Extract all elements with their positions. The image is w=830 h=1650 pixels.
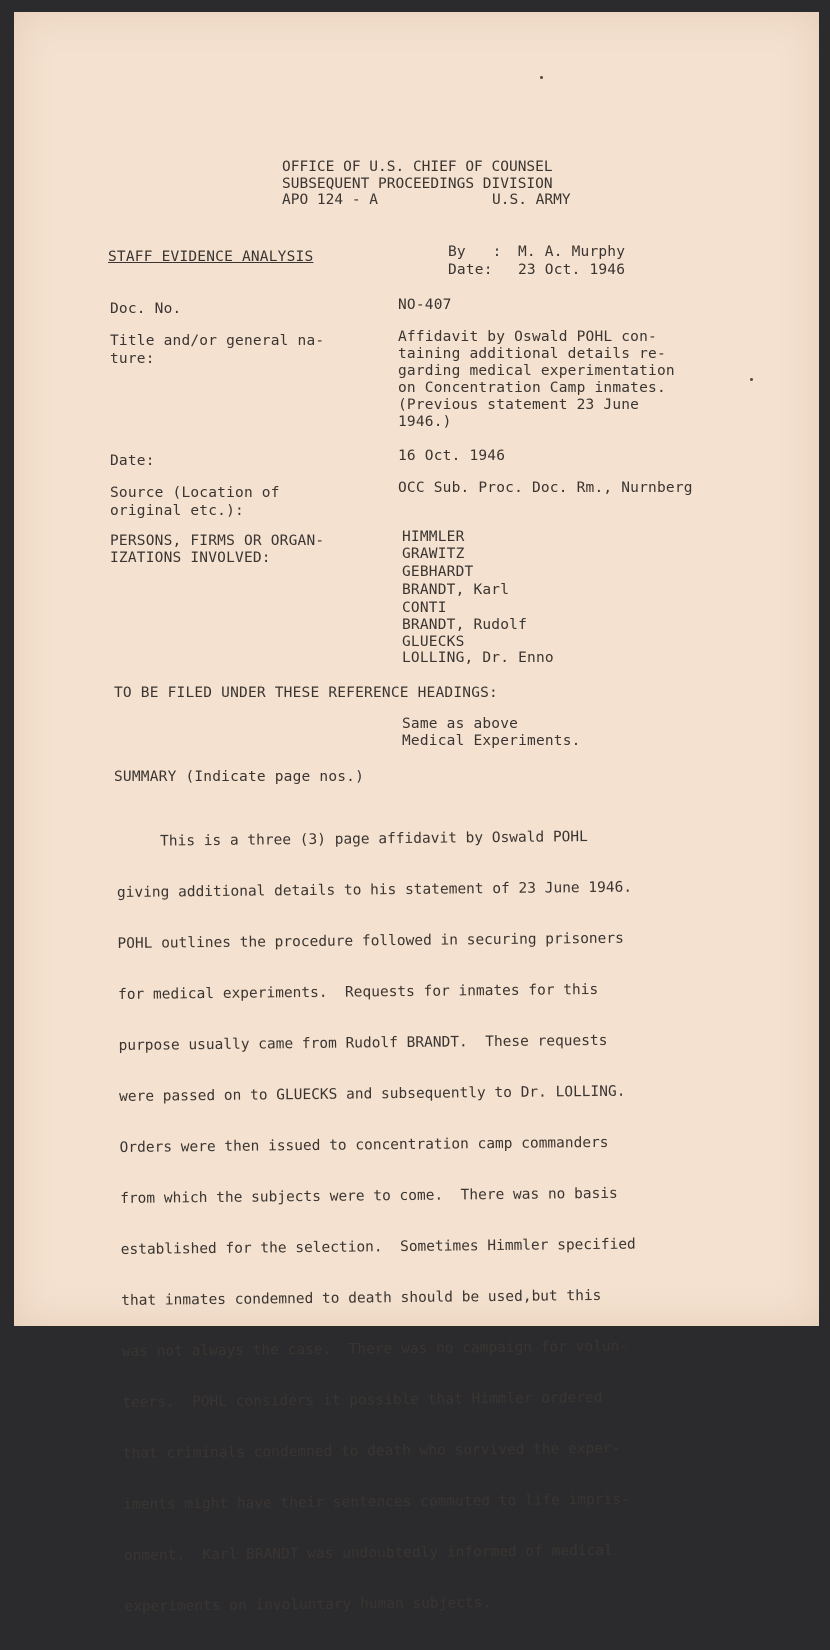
doc-no-value: NO-407 (398, 297, 452, 313)
summary-body (116, 794, 735, 1650)
filing-heading-2: Medical Experiments. (402, 733, 581, 749)
persons-label-2: IZATIONS INVOLVED: (110, 550, 271, 566)
summary-line: was not always the case. There was no campaign for volun- (121, 1338, 629, 1360)
document-page (14, 12, 819, 1615)
date-value: 16 Oct. 1946 (398, 448, 506, 464)
summary-line: experiments on involuntary human subjects. (124, 1595, 492, 1615)
header-line-3-left: APO 124 - A (282, 192, 379, 208)
paper-speck (750, 378, 753, 381)
person-entry: LOLLING, Dr. Enno (402, 650, 554, 666)
title-label-2: ture: (110, 351, 155, 367)
summary-line: from which the subjects were to come. There was no basis (120, 1185, 618, 1207)
filing-heading-1: Same as above (402, 716, 519, 732)
analysis-date-label: Date: (448, 262, 493, 278)
title-value-3: garding medical experimentation (398, 363, 675, 379)
summary-line: onment. Karl BRANDT was undoubtedly informed of medical (123, 1542, 613, 1564)
summary-line: for medical experiments. Requests for inmates for this (117, 981, 599, 1003)
summary-line: established for the selection. Sometimes Himmler specified (120, 1236, 636, 1258)
title-value-6: 1946.) (398, 414, 452, 430)
header-line-2: SUBSEQUENT PROCEEDINGS DIVISION (282, 176, 553, 192)
summary-line: POHL outlines the procedure followed in securing prisoners (117, 930, 624, 952)
summary-line: This is a three (3) page affidavit by Oswald POHL (116, 829, 588, 850)
summary-line: iments might have their sentences commuted to life impris- (123, 1491, 630, 1513)
analysis-date-value: 23 Oct. 1946 (518, 262, 626, 278)
title-value-5: (Previous statement 23 June (398, 397, 640, 413)
header-line-3-right: U.S. ARMY (492, 192, 571, 208)
filing-label: TO BE FILED UNDER THESE REFERENCE HEADINGS: (114, 685, 498, 701)
summary-line: giving additional details to his statement of 23 June 1946. (116, 879, 633, 901)
title-value-1: Affidavit by Oswald POHL con- (398, 329, 657, 345)
header-line-1: OFFICE OF U.S. CHIEF OF COUNSEL (282, 159, 553, 175)
persons-label-1: PERSONS, FIRMS OR ORGAN- (110, 533, 325, 549)
summary-label: SUMMARY (Indicate page nos.) (114, 769, 365, 785)
source-label-2: original etc.): (110, 503, 244, 519)
by-value: M. A. Murphy (518, 244, 626, 260)
title-value-4: on Concentration Camp inmates. (398, 380, 666, 396)
doc-no-label: Doc. No. (110, 301, 182, 317)
analysis-title: STAFF EVIDENCE ANALYSIS (108, 249, 314, 265)
person-entry: GRAWITZ (402, 546, 465, 562)
title-value-2: taining additional details re- (398, 346, 666, 362)
person-entry: CONTI (402, 600, 447, 616)
paper-speck (540, 76, 543, 79)
summary-line: that inmates condemned to death should be used,but this (121, 1287, 602, 1309)
person-entry: BRANDT, Rudolf (402, 617, 528, 633)
summary-line: purpose usually came from Rudolf BRANDT. These requests (118, 1032, 608, 1054)
summary-line: that criminals condemned to death who survived the exper- (122, 1440, 621, 1462)
person-entry: HIMMLER (402, 529, 465, 545)
by-label: By : (448, 244, 502, 260)
date-label: Date: (110, 453, 155, 469)
source-label-1: Source (Location of (110, 485, 280, 501)
person-entry: BRANDT, Karl (402, 582, 510, 598)
title-label-1: Title and/or general na- (110, 333, 325, 349)
person-entry: GLUECKS (402, 634, 465, 650)
person-entry: GEBHARDT (402, 564, 474, 580)
summary-line: teers. POHL considers it possible that Himmler ordered (122, 1389, 603, 1411)
summary-line: Orders were then issued to concentration camp commanders (119, 1134, 609, 1156)
summary-line: were passed on to GLUECKS and subsequently to Dr. LOLLING. (119, 1083, 626, 1105)
source-value: OCC Sub. Proc. Doc. Rm., Nurnberg (398, 480, 693, 496)
